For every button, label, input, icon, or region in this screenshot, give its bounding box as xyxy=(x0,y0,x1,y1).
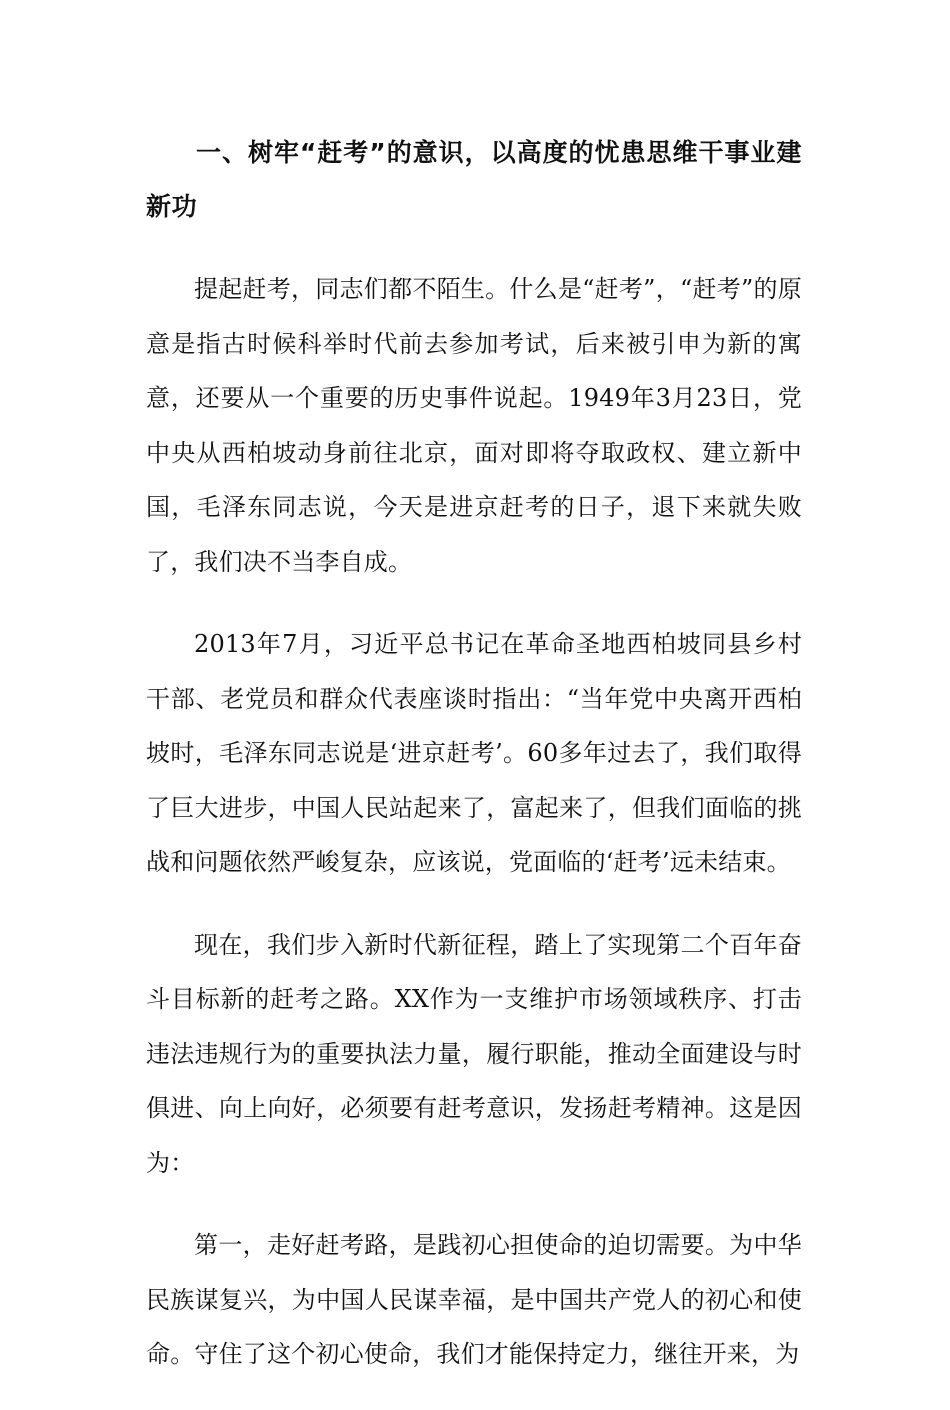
document-body xyxy=(146,126,802,1410)
paragraph-1: 提起赶考，同志们都不陌生。什么是“赶考”，“赶考”的原意是指古时候科举时代前去参加考试，后来被引申为新的寓意，还要从一个重要的历史事件说起。1949年3月23日，党中央从西柏坡动身前往北京，面对即将夺取政权、建立新中国，毛泽东同志说，今天是进京赶考的日子，退下来就失败了，我们决不当李自成。 xyxy=(146,275,802,576)
paragraph-2: 2013年7月，习近平总书记在革命圣地西柏坡同县乡村干部、老党员和群众代表座谈时指出：“当年党中央离开西柏坡时，毛泽东同志说是‘进京赶考’。60多年过去了，我们取得了巨大进步，中国人民站起来了，富起来了，但我们面临的挑战和问题依然严峻复杂，应该说，党面临的‘赶考’远未结束。 xyxy=(146,630,802,876)
section-heading: 一、树牢“赶考”的意识，以高度的忧患思维干事业建新功 xyxy=(146,138,802,221)
paragraph-3: 现在，我们步入新时代新征程，踏上了实现第二个百年奋斗目标新的赶考之路。XX作为一支维护市场领域秩序、打击违法违规行为的重要执法力量，履行职能，推动全面建设与时俱进、向上向好，必须要有赶考意识，发扬赶考精神。这是因为： xyxy=(146,930,802,1177)
paragraph-4: 第一，走好赶考路，是践初心担使命的迫切需要。为中华民族谋复兴，为中国人民谋幸福，是中国共产党人的初心和使命。守住了这个初心使命，我们才能保持定力，继往开来，为 xyxy=(146,1231,802,1368)
